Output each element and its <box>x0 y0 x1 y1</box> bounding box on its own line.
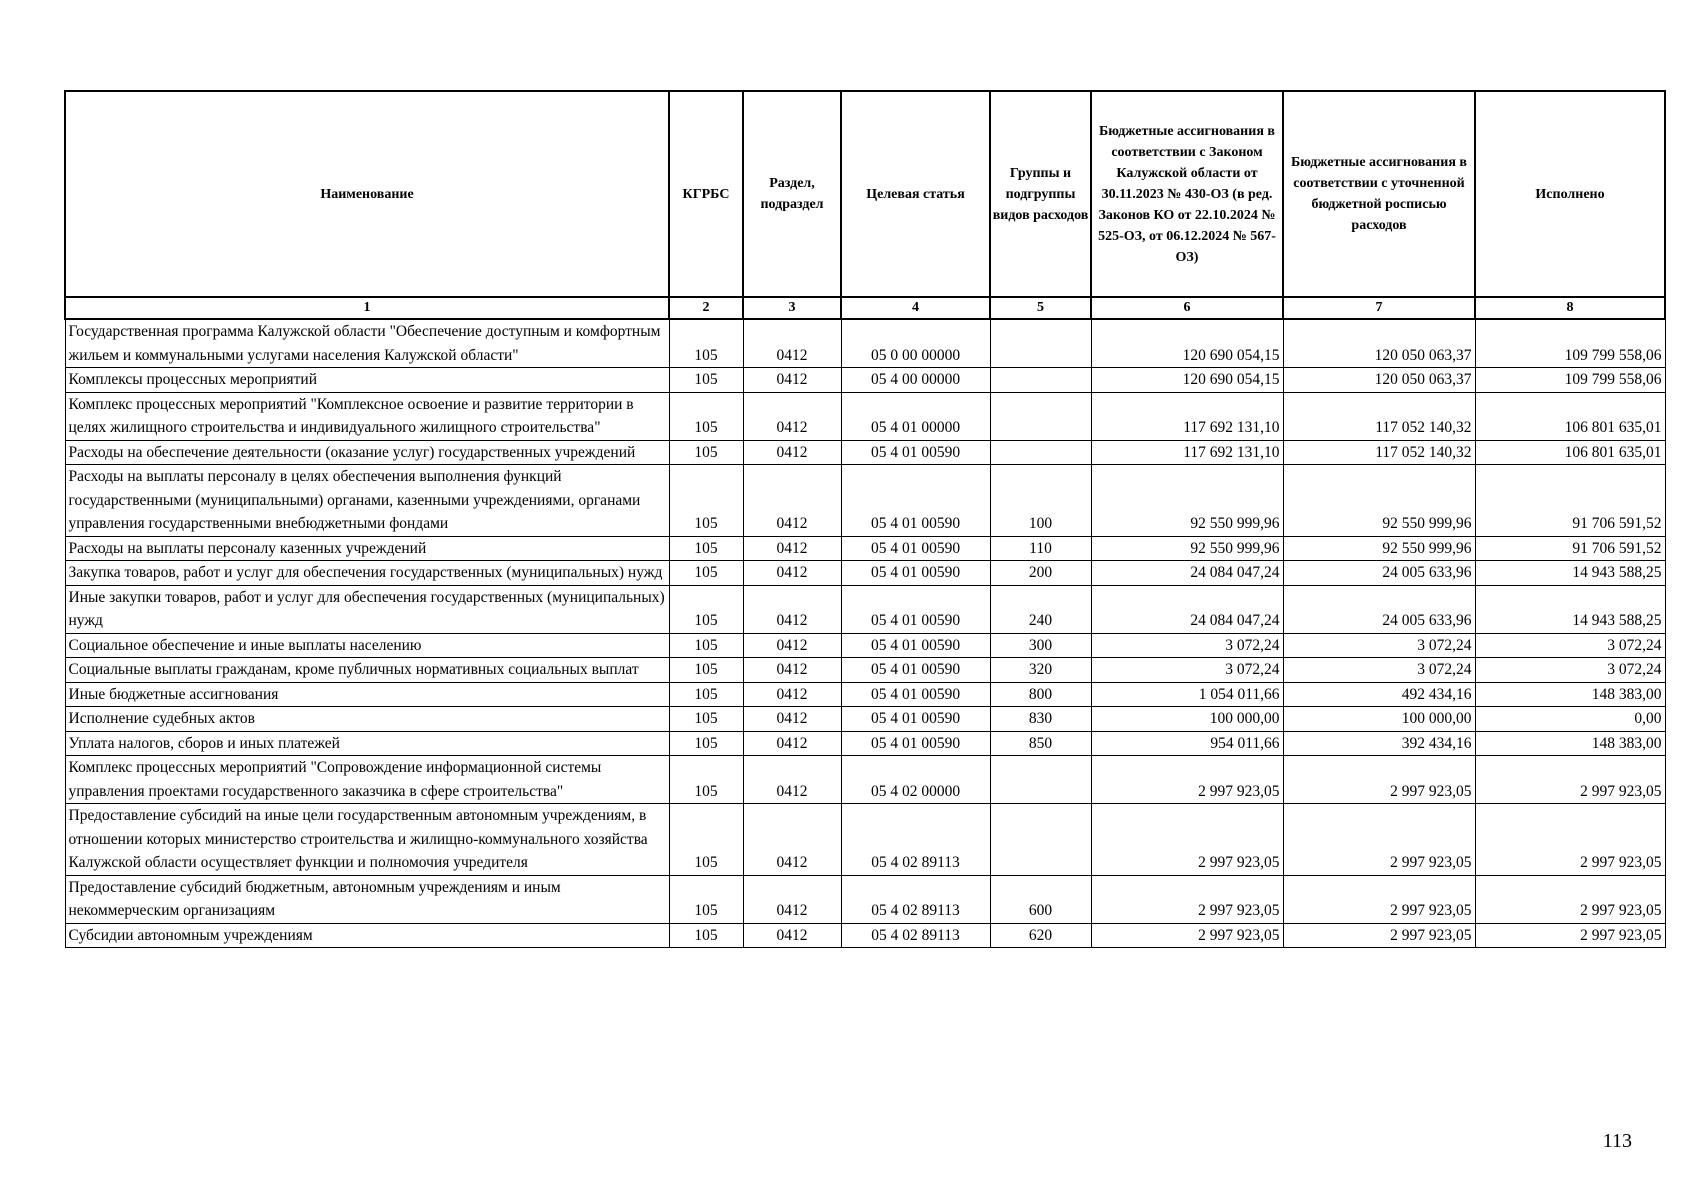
cell-name: Расходы на выплаты персоналу в целях обеспечения выполнения функций государственными (муниципальными) органами, казенными учреждениями, органами управления государственными внебюджетными фондами <box>65 465 669 537</box>
cell-law-allocation: 24 084 047,24 <box>1091 561 1283 586</box>
cell-target: 05 4 00 00000 <box>841 368 990 393</box>
cell-section: 0412 <box>743 756 841 804</box>
column-number-row <box>65 297 1665 319</box>
column-number: 7 <box>1283 297 1475 319</box>
cell-group <box>990 804 1091 876</box>
cell-target: 05 4 01 00590 <box>841 633 990 658</box>
cell-kgrbs: 105 <box>669 319 743 368</box>
cell-kgrbs: 105 <box>669 440 743 465</box>
cell-law-allocation: 2 997 923,05 <box>1091 875 1283 923</box>
cell-group: 800 <box>990 682 1091 707</box>
cell-group: 850 <box>990 731 1091 756</box>
cell-executed: 2 997 923,05 <box>1475 756 1665 804</box>
column-number: 1 <box>65 297 669 319</box>
cell-refined-allocation: 100 000,00 <box>1283 707 1475 732</box>
cell-name: Предоставление субсидий на иные цели государственным автономным учреждениям, в отношении которых министерство строительства и жилищно-коммунального хозяйства Калужской области осуществляет функции и полномочия учредителя <box>65 804 669 876</box>
cell-kgrbs: 105 <box>669 658 743 683</box>
column-number: 6 <box>1091 297 1283 319</box>
table-row <box>65 561 1665 586</box>
cell-name: Иные бюджетные ассигнования <box>65 682 669 707</box>
cell-section: 0412 <box>743 585 841 633</box>
cell-group: 620 <box>990 923 1091 948</box>
cell-executed: 91 706 591,52 <box>1475 465 1665 537</box>
column-number: 3 <box>743 297 841 319</box>
cell-law-allocation: 92 550 999,96 <box>1091 465 1283 537</box>
cell-refined-allocation: 392 434,16 <box>1283 731 1475 756</box>
table-row <box>65 633 1665 658</box>
cell-executed: 148 383,00 <box>1475 682 1665 707</box>
table-body <box>65 319 1665 948</box>
header-refined-allocations: Бюджетные ассигнования в соответствии с уточненной бюджетной росписью расходов <box>1283 91 1475 297</box>
cell-law-allocation: 24 084 047,24 <box>1091 585 1283 633</box>
cell-target: 05 4 02 89113 <box>841 875 990 923</box>
cell-name: Государственная программа Калужской области "Обеспечение доступным и комфортным жильем и коммунальными услугами населения Калужской области" <box>65 319 669 368</box>
cell-name: Исполнение судебных актов <box>65 707 669 732</box>
cell-kgrbs: 105 <box>669 682 743 707</box>
budget-table <box>64 90 1666 948</box>
cell-name: Расходы на обеспечение деятельности (оказание услуг) государственных учреждений <box>65 440 669 465</box>
cell-kgrbs: 105 <box>669 536 743 561</box>
cell-kgrbs: 105 <box>669 804 743 876</box>
table-row <box>65 585 1665 633</box>
cell-section: 0412 <box>743 804 841 876</box>
cell-kgrbs: 105 <box>669 707 743 732</box>
cell-law-allocation: 117 692 131,10 <box>1091 440 1283 465</box>
cell-name: Закупка товаров, работ и услуг для обеспечения государственных (муниципальных) нужд <box>65 561 669 586</box>
cell-section: 0412 <box>743 536 841 561</box>
cell-refined-allocation: 92 550 999,96 <box>1283 536 1475 561</box>
cell-target: 05 4 01 00590 <box>841 465 990 537</box>
table-row <box>65 875 1665 923</box>
cell-law-allocation: 120 690 054,15 <box>1091 319 1283 368</box>
cell-law-allocation: 2 997 923,05 <box>1091 804 1283 876</box>
cell-executed: 14 943 588,25 <box>1475 561 1665 586</box>
cell-executed: 2 997 923,05 <box>1475 804 1665 876</box>
cell-group <box>990 319 1091 368</box>
cell-kgrbs: 105 <box>669 561 743 586</box>
cell-name: Уплата налогов, сборов и иных платежей <box>65 731 669 756</box>
cell-target: 05 4 01 00590 <box>841 585 990 633</box>
cell-name: Комплексы процессных мероприятий <box>65 368 669 393</box>
table-row <box>65 392 1665 440</box>
cell-executed: 3 072,24 <box>1475 633 1665 658</box>
cell-refined-allocation: 120 050 063,37 <box>1283 368 1475 393</box>
cell-section: 0412 <box>743 707 841 732</box>
cell-group <box>990 756 1091 804</box>
cell-name: Расходы на выплаты персоналу казенных учреждений <box>65 536 669 561</box>
header-executed: Исполнено <box>1475 91 1665 297</box>
cell-law-allocation: 954 011,66 <box>1091 731 1283 756</box>
cell-target: 05 4 01 00000 <box>841 392 990 440</box>
cell-law-allocation: 100 000,00 <box>1091 707 1283 732</box>
cell-kgrbs: 105 <box>669 756 743 804</box>
header-section: Раздел, подраздел <box>743 91 841 297</box>
table-row <box>65 465 1665 537</box>
cell-target: 05 4 02 89113 <box>841 923 990 948</box>
header-law-allocations: Бюджетные ассигнования в соответствии с Законом Калужской области от 30.11.2023 № 430-ОЗ (в ред. Законов КО от 22.10.2024 № 525-ОЗ, от 06.12.2024 № 567-ОЗ) <box>1091 91 1283 297</box>
cell-executed: 2 997 923,05 <box>1475 875 1665 923</box>
cell-group <box>990 368 1091 393</box>
cell-name: Комплекс процессных мероприятий "Комплексное освоение и развитие территории в целях жилищного строительства и индивидуального жилищного строительства" <box>65 392 669 440</box>
cell-executed: 109 799 558,06 <box>1475 368 1665 393</box>
column-number: 5 <box>990 297 1091 319</box>
cell-target: 05 4 01 00590 <box>841 440 990 465</box>
table-row <box>65 682 1665 707</box>
cell-executed: 3 072,24 <box>1475 658 1665 683</box>
cell-group: 240 <box>990 585 1091 633</box>
cell-section: 0412 <box>743 561 841 586</box>
cell-target: 05 4 02 89113 <box>841 804 990 876</box>
cell-refined-allocation: 2 997 923,05 <box>1283 923 1475 948</box>
cell-law-allocation: 117 692 131,10 <box>1091 392 1283 440</box>
cell-executed: 109 799 558,06 <box>1475 319 1665 368</box>
cell-executed: 2 997 923,05 <box>1475 923 1665 948</box>
cell-law-allocation: 3 072,24 <box>1091 633 1283 658</box>
cell-refined-allocation: 3 072,24 <box>1283 633 1475 658</box>
cell-executed: 0,00 <box>1475 707 1665 732</box>
cell-target: 05 0 00 00000 <box>841 319 990 368</box>
cell-name: Социальные выплаты гражданам, кроме публичных нормативных социальных выплат <box>65 658 669 683</box>
cell-section: 0412 <box>743 875 841 923</box>
cell-group: 320 <box>990 658 1091 683</box>
cell-name: Предоставление субсидий бюджетным, автономным учреждениям и иным некоммерческим организациям <box>65 875 669 923</box>
cell-law-allocation: 2 997 923,05 <box>1091 923 1283 948</box>
cell-kgrbs: 105 <box>669 368 743 393</box>
cell-section: 0412 <box>743 923 841 948</box>
cell-section: 0412 <box>743 633 841 658</box>
cell-kgrbs: 105 <box>669 465 743 537</box>
table-row <box>65 658 1665 683</box>
cell-kgrbs: 105 <box>669 392 743 440</box>
column-number: 8 <box>1475 297 1665 319</box>
cell-name: Социальное обеспечение и иные выплаты населению <box>65 633 669 658</box>
cell-section: 0412 <box>743 368 841 393</box>
cell-kgrbs: 105 <box>669 875 743 923</box>
header-name: Наименование <box>65 91 669 297</box>
header-row <box>65 91 1665 297</box>
cell-target: 05 4 01 00590 <box>841 561 990 586</box>
cell-group: 100 <box>990 465 1091 537</box>
cell-section: 0412 <box>743 440 841 465</box>
cell-target: 05 4 01 00590 <box>841 682 990 707</box>
cell-name: Иные закупки товаров, работ и услуг для обеспечения государственных (муниципальных) нужд <box>65 585 669 633</box>
cell-group: 200 <box>990 561 1091 586</box>
table-row <box>65 536 1665 561</box>
cell-refined-allocation: 3 072,24 <box>1283 658 1475 683</box>
cell-law-allocation: 2 997 923,05 <box>1091 756 1283 804</box>
cell-target: 05 4 01 00590 <box>841 658 990 683</box>
cell-kgrbs: 105 <box>669 585 743 633</box>
cell-law-allocation: 1 054 011,66 <box>1091 682 1283 707</box>
table-row <box>65 440 1665 465</box>
cell-executed: 106 801 635,01 <box>1475 392 1665 440</box>
cell-section: 0412 <box>743 392 841 440</box>
cell-refined-allocation: 492 434,16 <box>1283 682 1475 707</box>
cell-name: Комплекс процессных мероприятий "Сопровождение информационной системы управления проектами государственного заказчика в сфере строительства" <box>65 756 669 804</box>
cell-executed: 14 943 588,25 <box>1475 585 1665 633</box>
cell-law-allocation: 120 690 054,15 <box>1091 368 1283 393</box>
header-kgrbs: КГРБС <box>669 91 743 297</box>
header-target: Целевая статья <box>841 91 990 297</box>
cell-executed: 91 706 591,52 <box>1475 536 1665 561</box>
cell-section: 0412 <box>743 682 841 707</box>
cell-target: 05 4 02 00000 <box>841 756 990 804</box>
cell-refined-allocation: 2 997 923,05 <box>1283 804 1475 876</box>
table-row <box>65 756 1665 804</box>
table-row <box>65 319 1665 368</box>
cell-refined-allocation: 117 052 140,32 <box>1283 392 1475 440</box>
cell-kgrbs: 105 <box>669 633 743 658</box>
table-row <box>65 923 1665 948</box>
table-row <box>65 804 1665 876</box>
cell-law-allocation: 92 550 999,96 <box>1091 536 1283 561</box>
cell-section: 0412 <box>743 465 841 537</box>
cell-group: 110 <box>990 536 1091 561</box>
header-groups: Группы и подгруппы видов расходов <box>990 91 1091 297</box>
cell-executed: 106 801 635,01 <box>1475 440 1665 465</box>
cell-group: 300 <box>990 633 1091 658</box>
cell-target: 05 4 01 00590 <box>841 731 990 756</box>
cell-target: 05 4 01 00590 <box>841 707 990 732</box>
table-row <box>65 707 1665 732</box>
cell-section: 0412 <box>743 731 841 756</box>
table-row <box>65 368 1665 393</box>
cell-executed: 148 383,00 <box>1475 731 1665 756</box>
cell-refined-allocation: 120 050 063,37 <box>1283 319 1475 368</box>
cell-kgrbs: 105 <box>669 923 743 948</box>
page-number: 113 <box>1602 1130 1632 1152</box>
cell-group: 600 <box>990 875 1091 923</box>
cell-refined-allocation: 92 550 999,96 <box>1283 465 1475 537</box>
cell-name: Субсидии автономным учреждениям <box>65 923 669 948</box>
cell-refined-allocation: 24 005 633,96 <box>1283 561 1475 586</box>
cell-group <box>990 392 1091 440</box>
table-row <box>65 731 1665 756</box>
cell-kgrbs: 105 <box>669 731 743 756</box>
cell-section: 0412 <box>743 658 841 683</box>
cell-law-allocation: 3 072,24 <box>1091 658 1283 683</box>
cell-group: 830 <box>990 707 1091 732</box>
cell-refined-allocation: 2 997 923,05 <box>1283 875 1475 923</box>
cell-refined-allocation: 117 052 140,32 <box>1283 440 1475 465</box>
cell-refined-allocation: 24 005 633,96 <box>1283 585 1475 633</box>
cell-section: 0412 <box>743 319 841 368</box>
column-number: 2 <box>669 297 743 319</box>
cell-group <box>990 440 1091 465</box>
column-number: 4 <box>841 297 990 319</box>
cell-refined-allocation: 2 997 923,05 <box>1283 756 1475 804</box>
cell-target: 05 4 01 00590 <box>841 536 990 561</box>
